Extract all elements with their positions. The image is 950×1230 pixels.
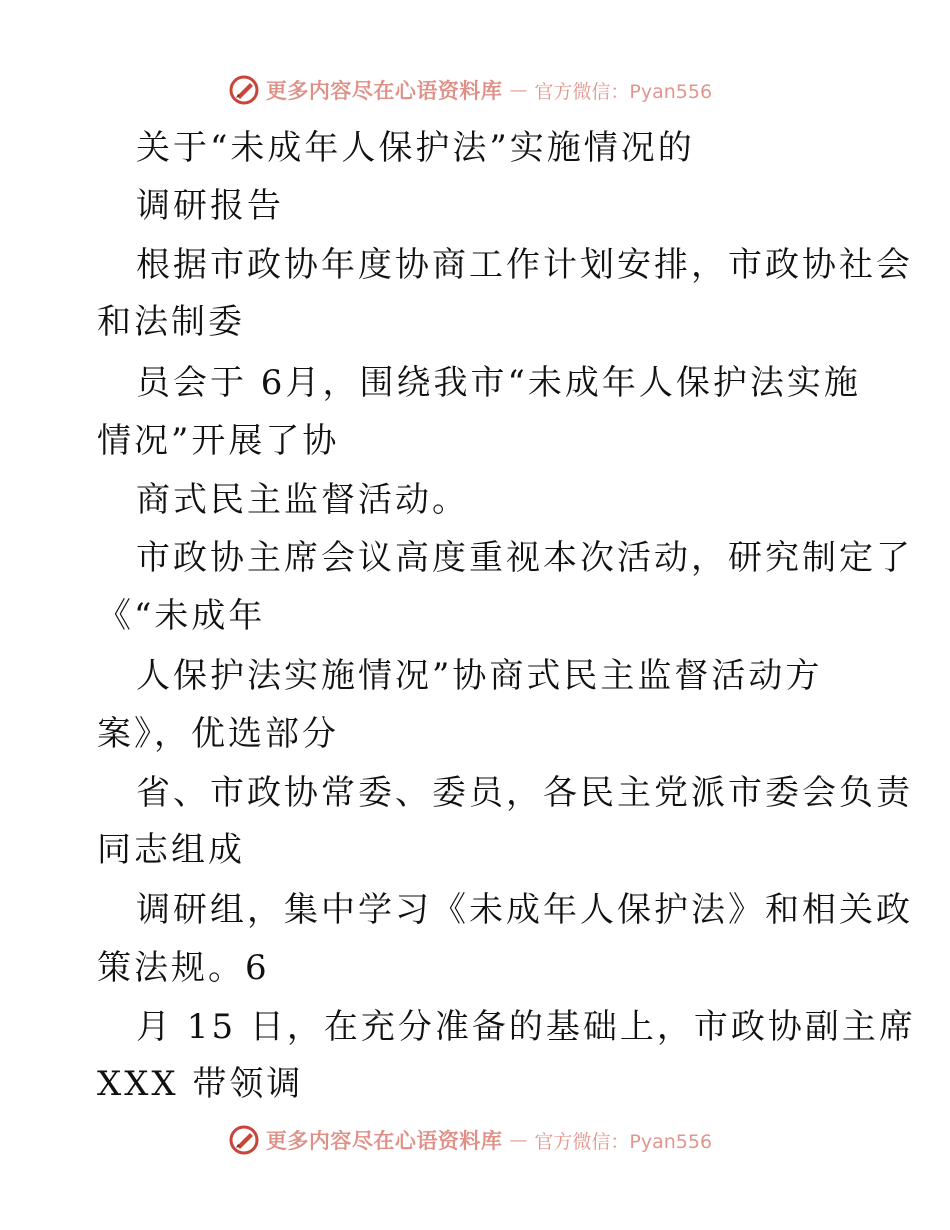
- watermark-sub-text: 官方微信：Pyan556: [534, 1130, 713, 1153]
- watermark-sub-text: 官方微信：Pyan556: [534, 80, 713, 103]
- paragraph-line: 情况”开展了协: [97, 421, 340, 461]
- paragraph-line: 调研组，集中学习《未成年人保护法》和相关政: [136, 890, 913, 930]
- watermark-separator: —: [509, 1129, 528, 1151]
- watermark-main-text: 更多内容尽在心语资料库: [265, 78, 503, 103]
- paragraph-line: 员会于 6月，围绕我市“未成年人保护法实施: [136, 363, 861, 403]
- paragraph-line: 人保护法实施情况”协商式民主监督活动方: [136, 656, 823, 696]
- paragraph-line: 案》，优选部分: [97, 714, 339, 754]
- paragraph-line: 商式民主监督活动。: [136, 480, 469, 520]
- paragraph-line: 同志组成: [97, 830, 245, 870]
- paragraph-line: 和法制委: [97, 302, 245, 342]
- watermark-main-text: 更多内容尽在心语资料库: [265, 1128, 503, 1153]
- paragraph-line: 市政协主席会议高度重视本次活动，研究制定了: [136, 538, 913, 578]
- paragraph-line: 根据市政协年度协商工作计划安排，市政协社会: [136, 245, 913, 285]
- logo-icon: [228, 1124, 260, 1156]
- watermark-separator: —: [509, 79, 528, 101]
- paragraph-line: 策法规。6: [97, 948, 270, 988]
- title-line-2: 调研报告: [136, 186, 284, 226]
- footer-watermark: [0, 1120, 950, 1160]
- title-line-1: 关于“未成年人保护法”实施情况的: [136, 128, 695, 168]
- paragraph-line: XXX 带领调: [97, 1064, 304, 1104]
- logo-icon: [228, 74, 260, 106]
- paragraph-line: 省、市政协常委、委员，各民主党派市委会负责: [136, 773, 913, 813]
- paragraph-line: 《“未成年: [97, 596, 266, 636]
- paragraph-line: 月 15 日，在充分准备的基础上，市政协副主席: [136, 1007, 916, 1047]
- header-watermark: [0, 70, 950, 110]
